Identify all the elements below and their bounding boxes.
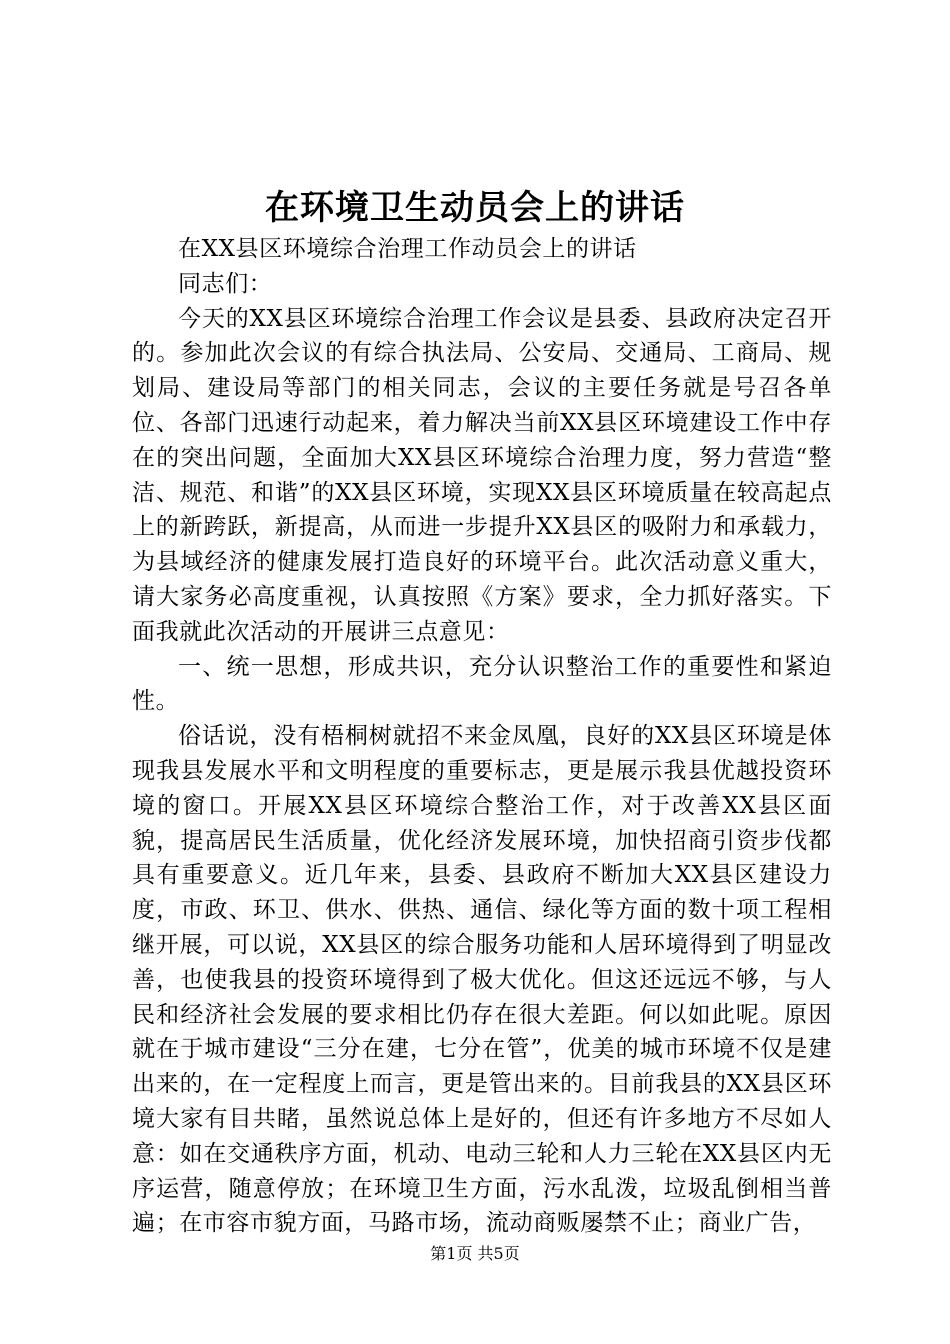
page-number-footer: 第1页 共5页 <box>430 1244 520 1263</box>
section-heading-1: 一、统一思想，形成共识，充分认识整治工作的重要性和紧迫性。 <box>132 653 832 715</box>
speech-heading: 在XX县区环境综合治理工作动员会上的讲话 <box>178 236 637 262</box>
document-body <box>132 232 832 1241</box>
document-title: 在环境卫生动员会上的讲话 <box>265 188 685 228</box>
paragraph-intro: 今天的XX县区环境综合治理工作会议是县委、县政府决定召开的。参加此次会议的有综合执法局、公安局、交通局、工商局、规划局、建设局等部门的相关同志，会议的主要任务就是号召各单位、各部门迅速行动起来，着力解决当前XX县区环境建设工作中存在的突出问题，全面加大XX县区环境综合治理力度，努力营造“整洁、规范、和谐”的XX县区环境，实现XX县区环境质量在较高起点上的新跨跃，新提高，从而进一步提升XX县区的吸附力和承载力，为县域经济的健康发展打造良好的环境平台。此次活动意义重大，请大家务必高度重视，认真按照《方案》要求，全力抓好落实。下面我就此次活动的开展讲三点意见： <box>132 305 832 645</box>
salutation: 同志们： <box>178 270 273 297</box>
paragraph-body: 俗话说，没有梧桐树就招不来金凤凰，良好的XX县区环境是体现我县发展水平和文明程度的重要标志，更是展示我县优越投资环境的窗口。开展XX县区环境综合整治工作，对于改善XX县区面貌，提高居民生活质量，优化经济发展环境，加快招商引资步伐都具有重要意义。近几年来，县委、县政府不断加大XX县区建设力度，市政、环卫、供水、供热、通信、绿化等方面的数十项工程相继开展，可以说，XX县区的综合服务功能和人居环境得到了明显改善，也使我县的投资环境得到了极大优化。但这还远远不够，与人民和经济社会发展的要求相比仍存在很大差距。何以如此呢。原因就在于城市建设“三分在建，七分在管”，优美的城市环境不仅是建出来的，在一定程度上而言，更是管出来的。目前我县的XX县区环境大家有目共睹，虽然说总体上是好的，但还有许多地方不尽如人意：如在交通秩序方面，机动、电动三轮和人力三轮在XX县区内无序运营，随意停放；在环境卫生方面，污水乱泼，垃圾乱倒相当普遍；在市容市貌方面，马路市场，流动商贩屡禁不止；商业广告， <box>132 723 832 1237</box>
